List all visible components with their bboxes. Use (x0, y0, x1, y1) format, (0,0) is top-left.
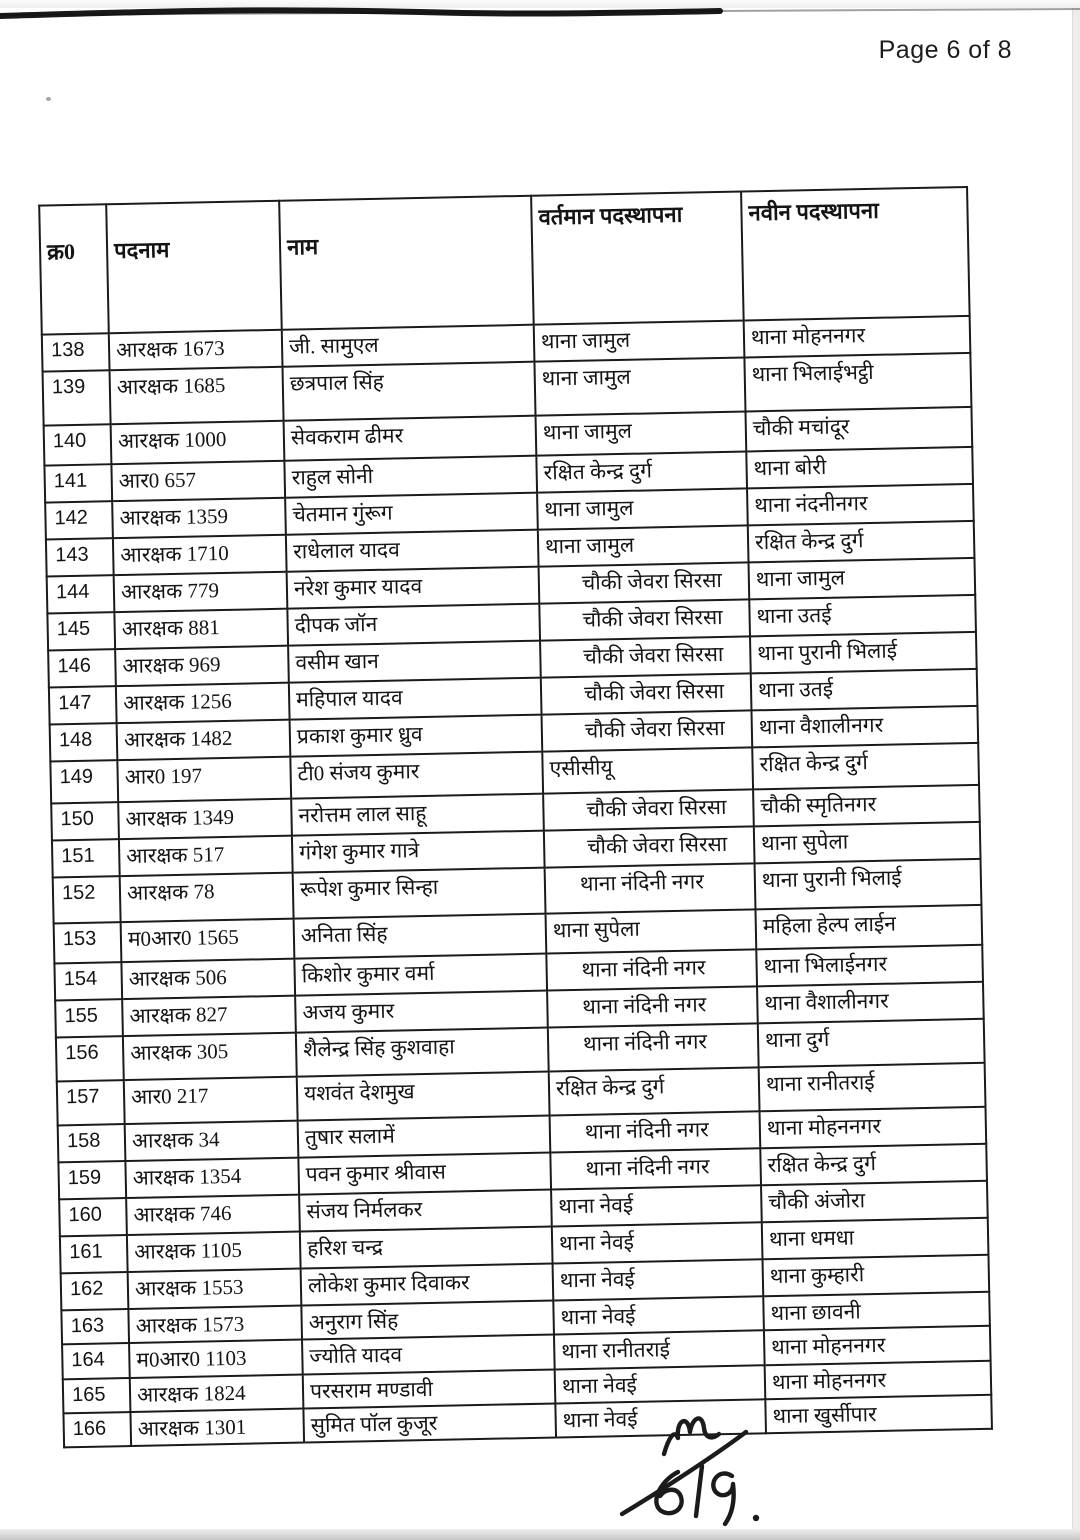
cell-serial: 153 (54, 922, 122, 963)
cell-designation: आर0 197 (117, 757, 291, 802)
cell-serial: 140 (44, 424, 112, 465)
cell-name: संजय निर्मलकर (299, 1190, 552, 1232)
cell-name: अनुराग सिंह (301, 1301, 554, 1340)
cell-designation: आरक्षक 1482 (117, 720, 291, 760)
cell-serial: 164 (62, 1343, 130, 1379)
cell-new_posting: थाना जामुल (749, 558, 976, 600)
cell-designation: आर0 657 (111, 461, 285, 501)
cell-new_posting: थाना वैशालीनगर (751, 706, 978, 748)
cell-serial: 152 (53, 876, 121, 923)
page-number: Page 6 of 8 (878, 36, 1012, 64)
cell-designation: आरक्षक 746 (126, 1195, 300, 1235)
cell-new_posting: रक्षित केन्द्र दुर्ग (752, 743, 979, 790)
cell-new_posting: थाना भिलाईनगर (756, 945, 983, 987)
cell-name: शैलेन्द्र सिंह कुशवाहा (296, 1028, 549, 1077)
cell-name: दीपक जॉन (287, 604, 540, 646)
cell-serial: 139 (43, 370, 111, 425)
cell-serial: 145 (47, 612, 115, 650)
cell-serial: 158 (58, 1124, 126, 1162)
cell-designation: आरक्षक 1573 (128, 1306, 302, 1344)
cell-designation: आरक्षक 506 (121, 959, 295, 999)
cell-current_posting: चौकी जेवरा सिरसा (542, 710, 753, 751)
cell-current_posting: रक्षित केन्द्र दुर्ग (549, 1067, 760, 1115)
cell-current_posting: थाना नेवई (553, 1296, 764, 1334)
cell-serial: 166 (63, 1412, 131, 1448)
cell-serial: 148 (50, 723, 118, 761)
cell-name: सेवकराम ढीमर (284, 416, 537, 461)
cell-name: राधेलाल यादव (286, 530, 539, 572)
cell-current_posting: थाना नेवई (555, 1399, 766, 1437)
cell-serial: 141 (44, 464, 112, 502)
cell-new_posting: थाना नंदनीनगर (747, 484, 974, 526)
cell-new_posting: चौकी स्मृतिनगर (753, 785, 980, 827)
cell-serial: 146 (48, 649, 116, 687)
cell-name: किशोर कुमार वर्मा (294, 954, 547, 996)
cell-new_posting: थाना कुम्हारी (763, 1255, 990, 1297)
cell-name: हरिश चन्द्र (300, 1227, 553, 1269)
cell-name: लोकेश कुमार दिवाकर (301, 1264, 554, 1306)
cell-designation: आर0 217 (124, 1077, 298, 1124)
cell-new_posting: थाना छावनी (763, 1292, 990, 1331)
handwritten-mark (592, 1396, 792, 1538)
cell-designation: आरक्षक 1105 (127, 1232, 301, 1272)
cell-serial: 151 (52, 839, 120, 877)
cell-current_posting: थाना नंदिनी नगर (545, 863, 756, 913)
cell-current_posting: थाना रानीतराई (554, 1331, 765, 1369)
cell-current_posting: थाना नंदिनी नगर (548, 1023, 759, 1071)
column-header-serial: क्र0 (39, 204, 109, 334)
cell-current_posting: चौकी जेवरा सिरसा (540, 636, 751, 677)
transfer-table-wrap (38, 186, 991, 1448)
cell-name: सुमित पॉल कुजूर (303, 1403, 556, 1442)
cell-designation: आरक्षक 305 (123, 1033, 297, 1080)
cell-new_posting: थाना उतई (751, 669, 978, 711)
cell-designation: आरक्षक 78 (120, 873, 294, 922)
cell-serial: 163 (61, 1309, 129, 1345)
cell-designation: आरक्षक 1301 (130, 1408, 304, 1446)
cell-current_posting: थाना नंदिनी नगर (550, 1111, 761, 1152)
cell-name: राहुल सोनी (284, 456, 537, 498)
cell-new_posting: चौकी मचांदूर (745, 407, 972, 452)
table-body (42, 316, 992, 1447)
cell-current_posting: चौकी जेवरा सिरसा (539, 599, 750, 640)
cell-name: गंगेश कुमार गात्रे (292, 831, 545, 873)
cell-serial: 159 (58, 1161, 126, 1199)
cell-name: नरेश कुमार यादव (287, 567, 540, 609)
cell-current_posting: थाना नेवई (555, 1365, 766, 1403)
cell-serial: 165 (63, 1378, 131, 1414)
cell-designation: आरक्षक 881 (114, 609, 288, 649)
cell-current_posting: थाना नंदिनी नगर (550, 1148, 761, 1189)
cell-designation: आरक्षक 517 (119, 836, 293, 876)
cell-name: यशवंत देशमुख (297, 1072, 550, 1121)
cell-new_posting: थाना मोहननगर (765, 1360, 992, 1399)
column-header-current_posting: वर्तमान पदस्थापना (531, 192, 744, 325)
cell-designation: आरक्षक 779 (114, 572, 288, 612)
column-header-new_posting: नवीन पदस्थापना (741, 187, 970, 321)
cell-designation: आरक्षक 1000 (111, 421, 285, 464)
cell-current_posting: थाना नेवई (553, 1259, 764, 1300)
transfer-table (38, 186, 993, 1448)
cell-serial: 150 (51, 802, 119, 840)
cell-designation: म0आर0 1565 (121, 919, 295, 962)
cell-current_posting: चौकी जेवरा सिरसा (544, 826, 755, 867)
cell-serial: 161 (60, 1235, 128, 1273)
cell-name: छत्रपाल सिंह (282, 362, 535, 421)
cell-current_posting: थाना जामुल (538, 525, 749, 566)
cell-name: पवन कुमार श्रीवास (298, 1153, 551, 1195)
cell-serial: 156 (56, 1036, 124, 1081)
cell-serial: 144 (47, 575, 115, 613)
cell-current_posting: चौकी जेवरा सिरसा (543, 789, 754, 830)
cell-name: महिपाल यादव (289, 678, 542, 720)
cell-current_posting: थाना जामुल (534, 320, 745, 361)
cell-current_posting: चौकी जेवरा सिरसा (539, 562, 750, 603)
cell-serial: 147 (49, 686, 117, 724)
cell-new_posting: थाना वैशालीनगर (757, 982, 984, 1024)
cell-serial: 138 (42, 333, 110, 371)
cell-name: प्रकाश कुमार ध्रुव (290, 715, 543, 757)
cell-new_posting: रक्षित केन्द्र दुर्ग (760, 1144, 987, 1186)
cell-name: चेतमान गुंरूग (285, 493, 538, 535)
cell-serial: 162 (61, 1272, 129, 1310)
cell-new_posting: थाना धमधा (762, 1218, 989, 1260)
cell-new_posting: थाना बोरी (746, 447, 973, 489)
cell-designation: आरक्षक 827 (122, 996, 296, 1036)
scan-edge-top (0, 0, 1080, 8)
cell-name: वसीम खान (288, 641, 541, 683)
cell-new_posting: थाना रानीतराई (759, 1063, 986, 1112)
cell-current_posting: रक्षित केन्द्र दुर्ग (536, 451, 747, 492)
cell-name: ज्योति यादव (302, 1335, 555, 1374)
cell-current_posting: थाना नंदिनी नगर (546, 949, 757, 990)
cell-serial: 149 (50, 760, 118, 803)
cell-new_posting: थाना खुर्सीपार (765, 1394, 992, 1433)
cell-designation: आरक्षक 1354 (125, 1158, 299, 1198)
cell-new_posting: थाना सुपेला (754, 822, 981, 864)
cell-new_posting: महिला हेल्प लाईन (755, 905, 982, 950)
cell-serial: 160 (59, 1198, 127, 1236)
cell-new_posting: चौकी अंजोरा (761, 1181, 988, 1223)
cell-current_posting: थाना जामुल (536, 411, 747, 455)
table-header-row (39, 187, 969, 335)
cell-current_posting: थाना जामुल (534, 357, 745, 415)
cell-new_posting: थाना दुर्ग (758, 1019, 985, 1068)
cell-new_posting: रक्षित केन्द्र दुर्ग (748, 521, 975, 563)
cell-new_posting: थाना भिलाईभट्ठी (744, 353, 971, 412)
cell-serial: 142 (45, 501, 113, 539)
cell-new_posting: थाना उतई (749, 595, 976, 637)
cell-designation: म0आर0 1103 (129, 1340, 303, 1378)
cell-current_posting: थाना नंदिनी नगर (547, 986, 758, 1027)
cell-designation: आरक्षक 1256 (116, 683, 290, 723)
cell-current_posting: थाना जामुल (537, 488, 748, 529)
table-header (39, 187, 969, 335)
cell-new_posting: थाना पुरानी भिलाई (750, 632, 977, 674)
cell-current_posting: थाना नेवई (552, 1222, 763, 1263)
cell-current_posting: चौकी जेवरा सिरसा (541, 673, 752, 714)
cell-designation: आरक्षक 969 (115, 646, 289, 686)
cell-designation: आरक्षक 1553 (128, 1269, 302, 1309)
cell-name: तुषार सलामें (298, 1116, 551, 1158)
cell-designation: आरक्षक 1685 (110, 367, 284, 424)
cell-serial: 157 (57, 1080, 125, 1125)
cell-new_posting: थाना मोहननगर (760, 1107, 987, 1149)
cell-designation: आरक्षक 1824 (130, 1374, 304, 1412)
cell-name: रूपेश कुमार सिन्हा (293, 868, 546, 919)
cell-designation: आरक्षक 1359 (112, 498, 286, 538)
cell-new_posting: थाना मोहननगर (764, 1326, 991, 1365)
cell-name: नरोत्तम लाल साहू (291, 794, 544, 836)
cell-name: टी0 संजय कुमार (290, 752, 543, 799)
cell-new_posting: थाना मोहननगर (744, 316, 971, 358)
column-header-name: नाम (279, 196, 534, 330)
cell-designation: आरक्षक 34 (125, 1121, 299, 1161)
column-header-designation: पदनाम (106, 201, 282, 333)
cell-current_posting: थाना सुपेला (546, 909, 757, 953)
cell-serial: 143 (46, 538, 114, 576)
scan-edge-right (1072, 0, 1080, 1540)
cell-serial: 154 (54, 962, 122, 1000)
cell-name: अनिता सिंह (294, 914, 547, 959)
cell-designation: आरक्षक 1349 (118, 799, 292, 839)
cell-current_posting: थाना नेवई (551, 1185, 762, 1226)
cell-name: परसराम मण्डावी (303, 1369, 556, 1408)
scan-edge-bottom (0, 1529, 1080, 1540)
cell-designation: आरक्षक 1673 (109, 330, 283, 370)
cell-designation: आरक्षक 1710 (113, 535, 287, 575)
cell-serial: 155 (55, 999, 123, 1037)
cell-name: जी. सामुएल (282, 325, 535, 367)
scan-speck (46, 97, 51, 101)
cell-current_posting: एसीसीयू (542, 747, 753, 793)
cell-new_posting: थाना पुरानी भिलाई (755, 859, 982, 910)
cell-name: अजय कुमार (295, 991, 548, 1033)
